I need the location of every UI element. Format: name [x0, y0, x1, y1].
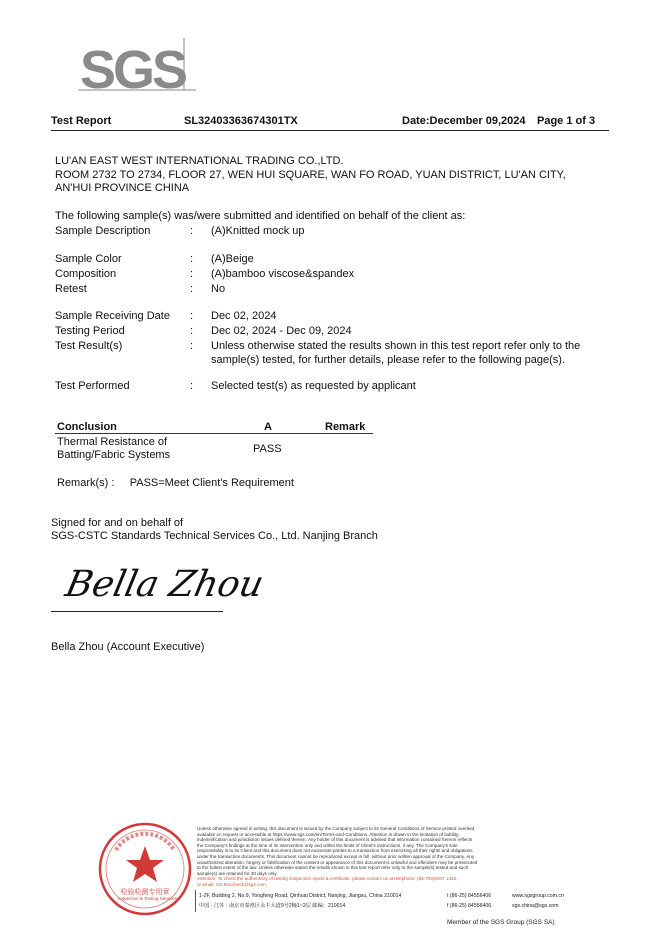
remark-line: Remark(s) : PASS=Meet Client's Requirement: [57, 477, 294, 489]
signature: [61, 548, 268, 608]
disclaimer-line: under the transaction documents. This document cannot be reproduced except in full, without prior written approval of the Company. Any: [197, 853, 475, 859]
signed-company-line: SGS-CSTC Standards Technical Services Co., Ltd. Nanjing Branch: [51, 530, 378, 542]
disclaimer-line: available on request or accessible at https://www.sgs.com/en/Terms-and-Conditions. Attention is drawn to the limitation of liability,: [197, 831, 460, 837]
official-stamp: [96, 820, 194, 918]
composition-value: (A)bamboo viscose&spandex: [211, 268, 355, 280]
conclusion-header: Conclusion: [57, 421, 117, 433]
disclaimer-line: indemnification and jurisdiction issues defined therein. Any holder of this document is advised that information contained hereon reflects: [197, 837, 473, 843]
report-number: SL32403363674301TX: [184, 115, 298, 127]
client-address-line2: AN'HUI PROVINCE CHINA: [55, 182, 190, 194]
colon: :: [190, 253, 194, 265]
sample-color-label: Sample Color: [55, 253, 122, 265]
table-rule: [55, 433, 373, 434]
colon: :: [190, 268, 194, 280]
signature-text: Bella Zhou: [61, 562, 268, 605]
signature-rule: [51, 611, 223, 612]
sample-a-header: A: [264, 421, 272, 433]
page-indicator: Page 1 of 3: [537, 115, 596, 127]
sgs-logo-icon: [78, 38, 198, 98]
member-line: Member of the SGS Group (SGS SA): [447, 919, 555, 926]
stamp-seal-icon: [96, 820, 194, 918]
intro-text: The following sample(s) was/were submitted and identified on behalf of the client as:: [55, 210, 466, 222]
test-results-value-line2: sample(s) tested, for further details, please refer to the following page(s).: [211, 354, 566, 366]
disclaimer-line: unauthorized alteration, forgery or falsification of the content or appearance of this document is unlawful and offenders may be prosecuted: [197, 859, 478, 865]
test-results-value-line1: Unless otherwise stated the results shown in this test report refer only to the: [211, 340, 581, 352]
sample-description-value: (A)Knitted mock up: [211, 225, 305, 237]
disclaimer: [197, 826, 569, 888]
composition-label: Composition: [55, 268, 117, 280]
colon: :: [190, 325, 194, 337]
colon: :: [190, 310, 194, 322]
testing-period-value: Dec 02, 2024 - Dec 09, 2024: [211, 325, 352, 337]
attention-email: or email: CN.Doccheck@sgs.com: [197, 881, 266, 887]
disclaimer-line: responsibility is to its Client and this document does not exonerate parties to a transaction from exercising all their rights and obligations: [197, 848, 473, 854]
disclaimer-line: the Company's findings at the time of its intervention only and within the limits of Client's instructions, if any. The Company's sole: [197, 842, 458, 848]
testing-period-label: Testing Period: [55, 325, 125, 337]
client-name: LU'AN EAST WEST INTERNATIONAL TRADING CO.,LTD.: [55, 155, 344, 167]
logo-text: SGS: [80, 40, 186, 100]
sample-color-value: (A)Beige: [211, 253, 254, 265]
test-performed-value: Selected test(s) as requested by applicant: [211, 380, 416, 392]
footer-divider: [195, 890, 196, 912]
stamp-text: 检验检测专用章: [120, 888, 170, 896]
telephone: t (86-25) 84556406: [447, 893, 492, 899]
colon: :: [190, 340, 194, 352]
test-name-line1: Thermal Resistance of: [57, 436, 168, 448]
colon: :: [190, 283, 194, 295]
fax: f (86-25) 84556406: [447, 903, 492, 909]
retest-label: Retest: [55, 283, 87, 295]
receiving-date-value: Dec 02, 2024: [211, 310, 277, 322]
disclaimer-line: Unless otherwise agreed in writing, this document is issued by the Company subject to its General Conditions of Service printed overleaf,: [197, 826, 476, 831]
test-results-label: Test Result(s): [55, 340, 123, 352]
colon: :: [190, 225, 194, 237]
report-date: Date:December 09,2024: [402, 115, 526, 127]
disclaimer-line: to the fullest extent of the law. Unless otherwise stated the results shown in this test report refer only to the sample(s) tested and such: [197, 865, 469, 871]
signed-for-line: Signed for and on behalf of: [51, 517, 184, 529]
report-title: Test Report: [51, 115, 112, 127]
email: sgs.china@sgs.com: [512, 903, 559, 909]
header-rule: [51, 130, 609, 131]
client-address-line1: ROOM 2732 TO 2734, FLOOR 27, WEN HUI SQUARE, WAN FO ROAD, YUAN DISTRICT, LU'AN CITY,: [55, 169, 566, 181]
sample-description-label: Sample Description: [55, 225, 151, 237]
test-name-line2: Batting/Fabric Systems: [57, 449, 171, 461]
retest-value: No: [211, 283, 226, 295]
attention-line: Attention: To check the authenticity of testing /inspection report & certificate, please contact us at telephone: (86-755)8307 1443,: [197, 876, 458, 882]
address-cn: 中国 · 江苏 · 南京市秦淮区永丰大道9号2幢1~2层 邮编：210014: [199, 903, 346, 909]
stamp-subtext: Inspection & Testing Services: [118, 896, 177, 901]
receiving-date-label: Sample Receiving Date: [55, 310, 170, 322]
remark-header: Remark: [325, 421, 366, 433]
result-badge: PASS: [253, 443, 282, 455]
signer-name: Bella Zhou (Account Executive): [51, 641, 205, 653]
address-en: 1-2F, Building 2, No.9, Yongfeng Road, Qinhuai District, Nanjing, Jiangsu, China 210014: [199, 893, 402, 899]
website: www.sgsgroup.com.cn: [512, 893, 564, 899]
disclaimer-line: sample(s) are retained for 30 days only.: [197, 870, 278, 876]
test-performed-label: Test Performed: [55, 380, 130, 392]
colon: :: [190, 380, 194, 392]
sgs-logo: [78, 38, 198, 98]
